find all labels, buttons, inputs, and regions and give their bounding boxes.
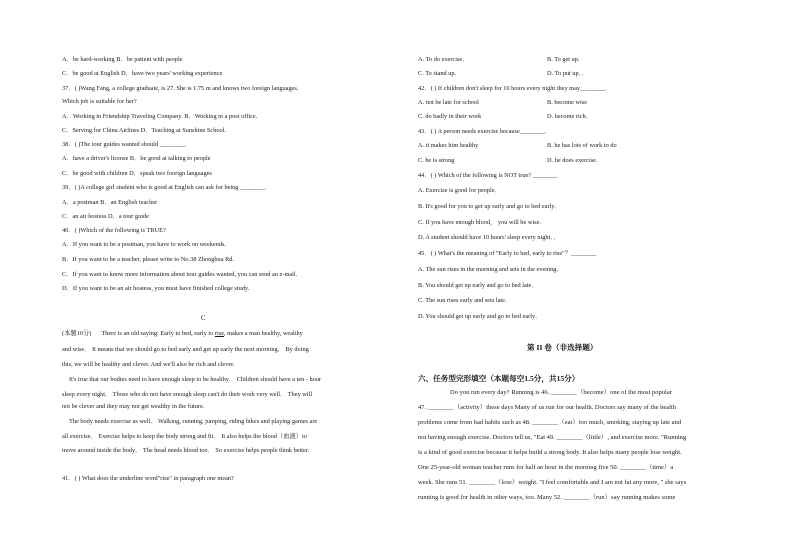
left-line-11: A．a postman B．an English teacher — [62, 199, 158, 206]
cloze-line-2: 47. ________（activity）these days Many of us run for our health. Doctors say many of the health — [418, 404, 676, 411]
right-line-3: 42．( ) If children don't sleep for 10 hours every night they may________. — [418, 85, 607, 92]
left-line-15: B．If you want to be a teacher, please write to No.38 Zhonghua Rd. — [62, 256, 234, 263]
passage-line-4: It's true that our bodies need to have enough sleep to be healthy． Children should have a ten - hour — [69, 376, 322, 383]
cloze-line-4: not having enough exercise. Doctors tell us, "Eat 49. ________（little）, and exercise more. "Running — [418, 434, 687, 441]
right-line-4: A. not be late for school — [418, 99, 479, 106]
right-line-11: B. It's good for you to get up early and go to bed early． — [418, 203, 561, 210]
right-line-17: C. The sun rises early and sets late． — [418, 297, 512, 304]
left-line-7: 38．( )The tour guides wanted should ________. — [62, 141, 187, 148]
right-line-15: A. The sun rises in the morning and sets in the evening． — [418, 266, 563, 273]
right-line-2: C. To stand up． — [418, 70, 461, 77]
passage-line-6: not be clever and they may not get wealthy in the future. — [62, 403, 205, 410]
left-line-13: 40．( )Which of the following is TRUE? — [62, 227, 166, 234]
right-line-12: C. If you have enough blood， you will be wise. — [418, 219, 541, 226]
left-line-8: A．have a driver's license B．be good at talking to people — [62, 155, 211, 162]
passage-line-1: (本题10分) There is an old saying: Early to bed, early to rise, makes a man healthy, wealthy — [62, 330, 303, 337]
passage-line-5: sleep every night． Those who do not have enough sleep can't do their work very well． They will — [62, 391, 313, 398]
right-line-7: A. it makes him healthy — [418, 142, 479, 149]
right-line-18: D. You should get up early and go to bed early． — [418, 313, 542, 320]
right-line-2-option-b: D. To put up．． — [547, 70, 589, 77]
passage-line-8: all exercise． Exercise helps to keep the body strong and fit． It also helps the blood（血液）to — [62, 433, 307, 440]
task-cloze-heading: 六、任务型完形填空（本题每空1.5分，共15分） — [418, 374, 580, 383]
right-line-1: A. To do exercise． — [418, 56, 469, 63]
right-line-5: C. do badly in their work — [418, 113, 482, 120]
right-line-7-option-b: B. he has lots of work to do — [547, 142, 617, 149]
right-line-16: B. You should get up early and go to bed late． — [418, 282, 538, 289]
question-41: 41．( ) What does the underline word"rise" in paragraph one mean? — [62, 475, 234, 482]
left-line-14: A．If you want to be a postman, you have to work on weekends. — [62, 241, 227, 248]
score-note: (本题10分) — [62, 330, 92, 337]
left-line-9: C．be good with children D．speak two foreign languages — [62, 170, 212, 177]
passage-line-9: move around inside the body． The head needs blood too． So exercise helps people think better. — [62, 447, 310, 454]
left-line-10: 39．( )A college girl student who is good at English can ask for being ________. — [62, 184, 267, 191]
passage-line-7: The body needs exercise as well． Walking, running, jumping, riding bikes and playing games are — [69, 418, 318, 425]
cloze-line-3: problems come from bad habits such as 48. ________（eat）too much, smoking, staying up late and — [418, 419, 682, 426]
right-line-8: C. he is strong — [418, 157, 455, 164]
left-line-6: C．Serving for China Airlines D．Teaching at Sunshine School. — [62, 127, 226, 134]
cloze-line-6: One 25-year-old woman teacher runs for half an hour in the morning five 50. ________（time）a — [418, 464, 674, 471]
section-c-label: C — [201, 315, 206, 322]
cloze-line-1: Do you run every day? Running is 46. ________（become）one of the most popular — [450, 389, 672, 396]
right-line-8-option-b: D. he does exercise． — [547, 157, 603, 164]
cloze-line-5: is a kind of good exercise because it helps build a strong body. It also helps many people lose weight. — [418, 449, 682, 456]
part-ii-heading: 第 II 卷（非选择题） — [527, 343, 598, 352]
right-line-4-option-b: B. become wise — [547, 99, 588, 106]
right-line-9: 44．( ) Which of the following is NOT true? ________ — [418, 172, 558, 179]
right-line-10: A. Exercise is good for people． — [418, 187, 501, 194]
passage-line-2: and wise． It means that we should go to bed early and get up early the next morning． By doing — [62, 345, 309, 353]
left-line-4: Which job is suitable for her? — [62, 98, 137, 105]
left-line-5: A．Working in Friendship Traveling Company. B．Working in a post office. — [62, 113, 258, 120]
right-line-13: D. A student should have 10 hours' sleep every night．． — [418, 234, 560, 241]
left-line-2: C．be good at English D．have two years' working experience — [62, 70, 223, 77]
passage-line-3: this, we will be healthy and clever. And we'll also be rich and clever. — [62, 361, 235, 368]
right-line-5-option-b: D. become rich． — [547, 113, 592, 120]
cloze-line-7: week. She runs 51. ________（lose）weight. "I feel comfortable and I am not fat any more, " she says — [418, 479, 687, 486]
right-line-1-option-b: B. To get up． — [547, 56, 585, 63]
right-line-6: 43．( ) A person needs exercise because________. — [418, 128, 547, 135]
left-line-16: C．If you want to know more information about tour guides wanted, you can send an e-mail. — [62, 271, 298, 278]
left-line-12: C．an air hostess D．a tour guide — [62, 213, 149, 220]
left-line-17: D．If you want to be an air hostess, you must have finished college study. — [62, 285, 250, 292]
cloze-line-8: running is good for health in other ways, too. Many 52. ________（run）say running makes some — [418, 494, 676, 501]
right-line-14: 45．( ) What's the meaning of "Early to bed, early to rise"？________ — [418, 250, 597, 257]
underlined-word-rise: rise — [214, 330, 224, 337]
left-line-3: 37．( )Wang Fang, a college graduate, is 27. She is 1.75 m and knows two foreign languages. — [62, 85, 299, 92]
left-line-1: A．be hard-working B．be patient with people — [62, 56, 183, 63]
